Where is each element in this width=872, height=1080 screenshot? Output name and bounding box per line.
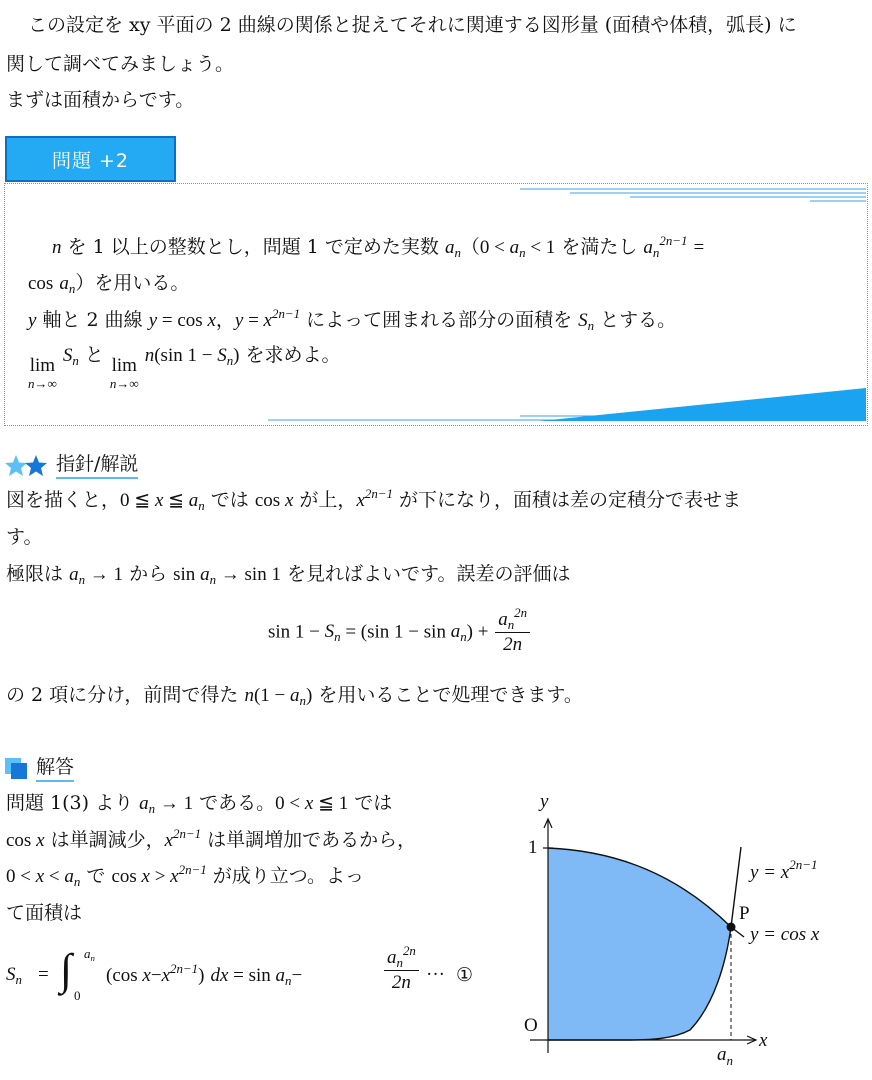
problem-tab-label: 問題 +2 — [51, 149, 130, 172]
label-P: P — [739, 903, 750, 924]
answer-line-2: cos x は単調減少，$x^{2n-1}$ は単調増加であるから， — [6, 826, 417, 851]
label-one: 1 — [528, 837, 538, 858]
area-figure — [510, 785, 870, 1075]
label-origin: O — [524, 1015, 538, 1036]
guide-heading: 指針/解説 — [56, 454, 138, 479]
guide-line-3: 極限は $a_n \to 1$ から $\sin a_n \to \sin 1$ を見ればよいです。誤差の評価は — [6, 563, 571, 588]
guide-line-1: 図を描くと，0 ≦ x ≦ $a_n$ では cos x が上，$x^{2n-1}$ が下になり，面積は差の定積分で表せま — [6, 486, 742, 514]
label-y: y — [540, 791, 549, 812]
guide-equation: $\sin 1 - S_n = (\sin$ $1 - \sin a_n$) + $\frac{a_n^{2n}}{2n}$ — [268, 610, 532, 655]
guide-line-2: す。 — [6, 526, 43, 548]
guide-line-5: の 2 項に分け，前問で得た $n(1 - a_n)$ を用いることで処理できます。 — [6, 684, 583, 709]
answer-line-1: 問題 1(3) より $a_n \to 1$ である。0 < x ≦ 1 では — [6, 792, 393, 817]
label-cos-curve: y = cos x — [750, 924, 820, 945]
problem-line-2: $\cos a_n$）を用いる。 — [28, 272, 190, 297]
intro-line-2: 関して調べてみましょう。 — [6, 53, 235, 75]
label-power-curve: $y = x^{2n-1}$ — [750, 857, 818, 883]
label-x: x — [759, 1030, 768, 1051]
intro-line-3: まずは面積からです。 — [6, 89, 195, 111]
problem-line-3: y 軸と 2 曲線 y = cos x，$y = x^{2n-1}$ によって囲まれる部分の面積を $S_n$ とする。 — [28, 306, 677, 334]
problem-line-4: lim n→∞ $S_n$ と lim n→∞ n(sin $1 - S_n$) を求めよ。 — [28, 344, 341, 392]
answer-line-3: $0 < x < a_n$ で $\cos x > x^{2n-1}$ が成り立つ。よっ — [6, 862, 364, 890]
square-icon — [4, 757, 30, 781]
intro-line-1: この設定を xy 平面の 2 曲線の関係と捉えてそれに関連する図形量 (面積や体積，弧長) に — [28, 14, 797, 36]
label-an: $a_n$ — [717, 1044, 733, 1068]
point-P — [727, 923, 736, 932]
answer-line-4: て面積は — [6, 902, 83, 924]
problem-line-1: n を 1 以上の整数とし，問題 1 で定めた実数 $a_n(0 < a_n < 1$ を満たし $a_n^{2n-1}$ = — [52, 233, 705, 261]
star-icon — [4, 453, 50, 479]
answer-heading: 解答 — [36, 757, 74, 782]
